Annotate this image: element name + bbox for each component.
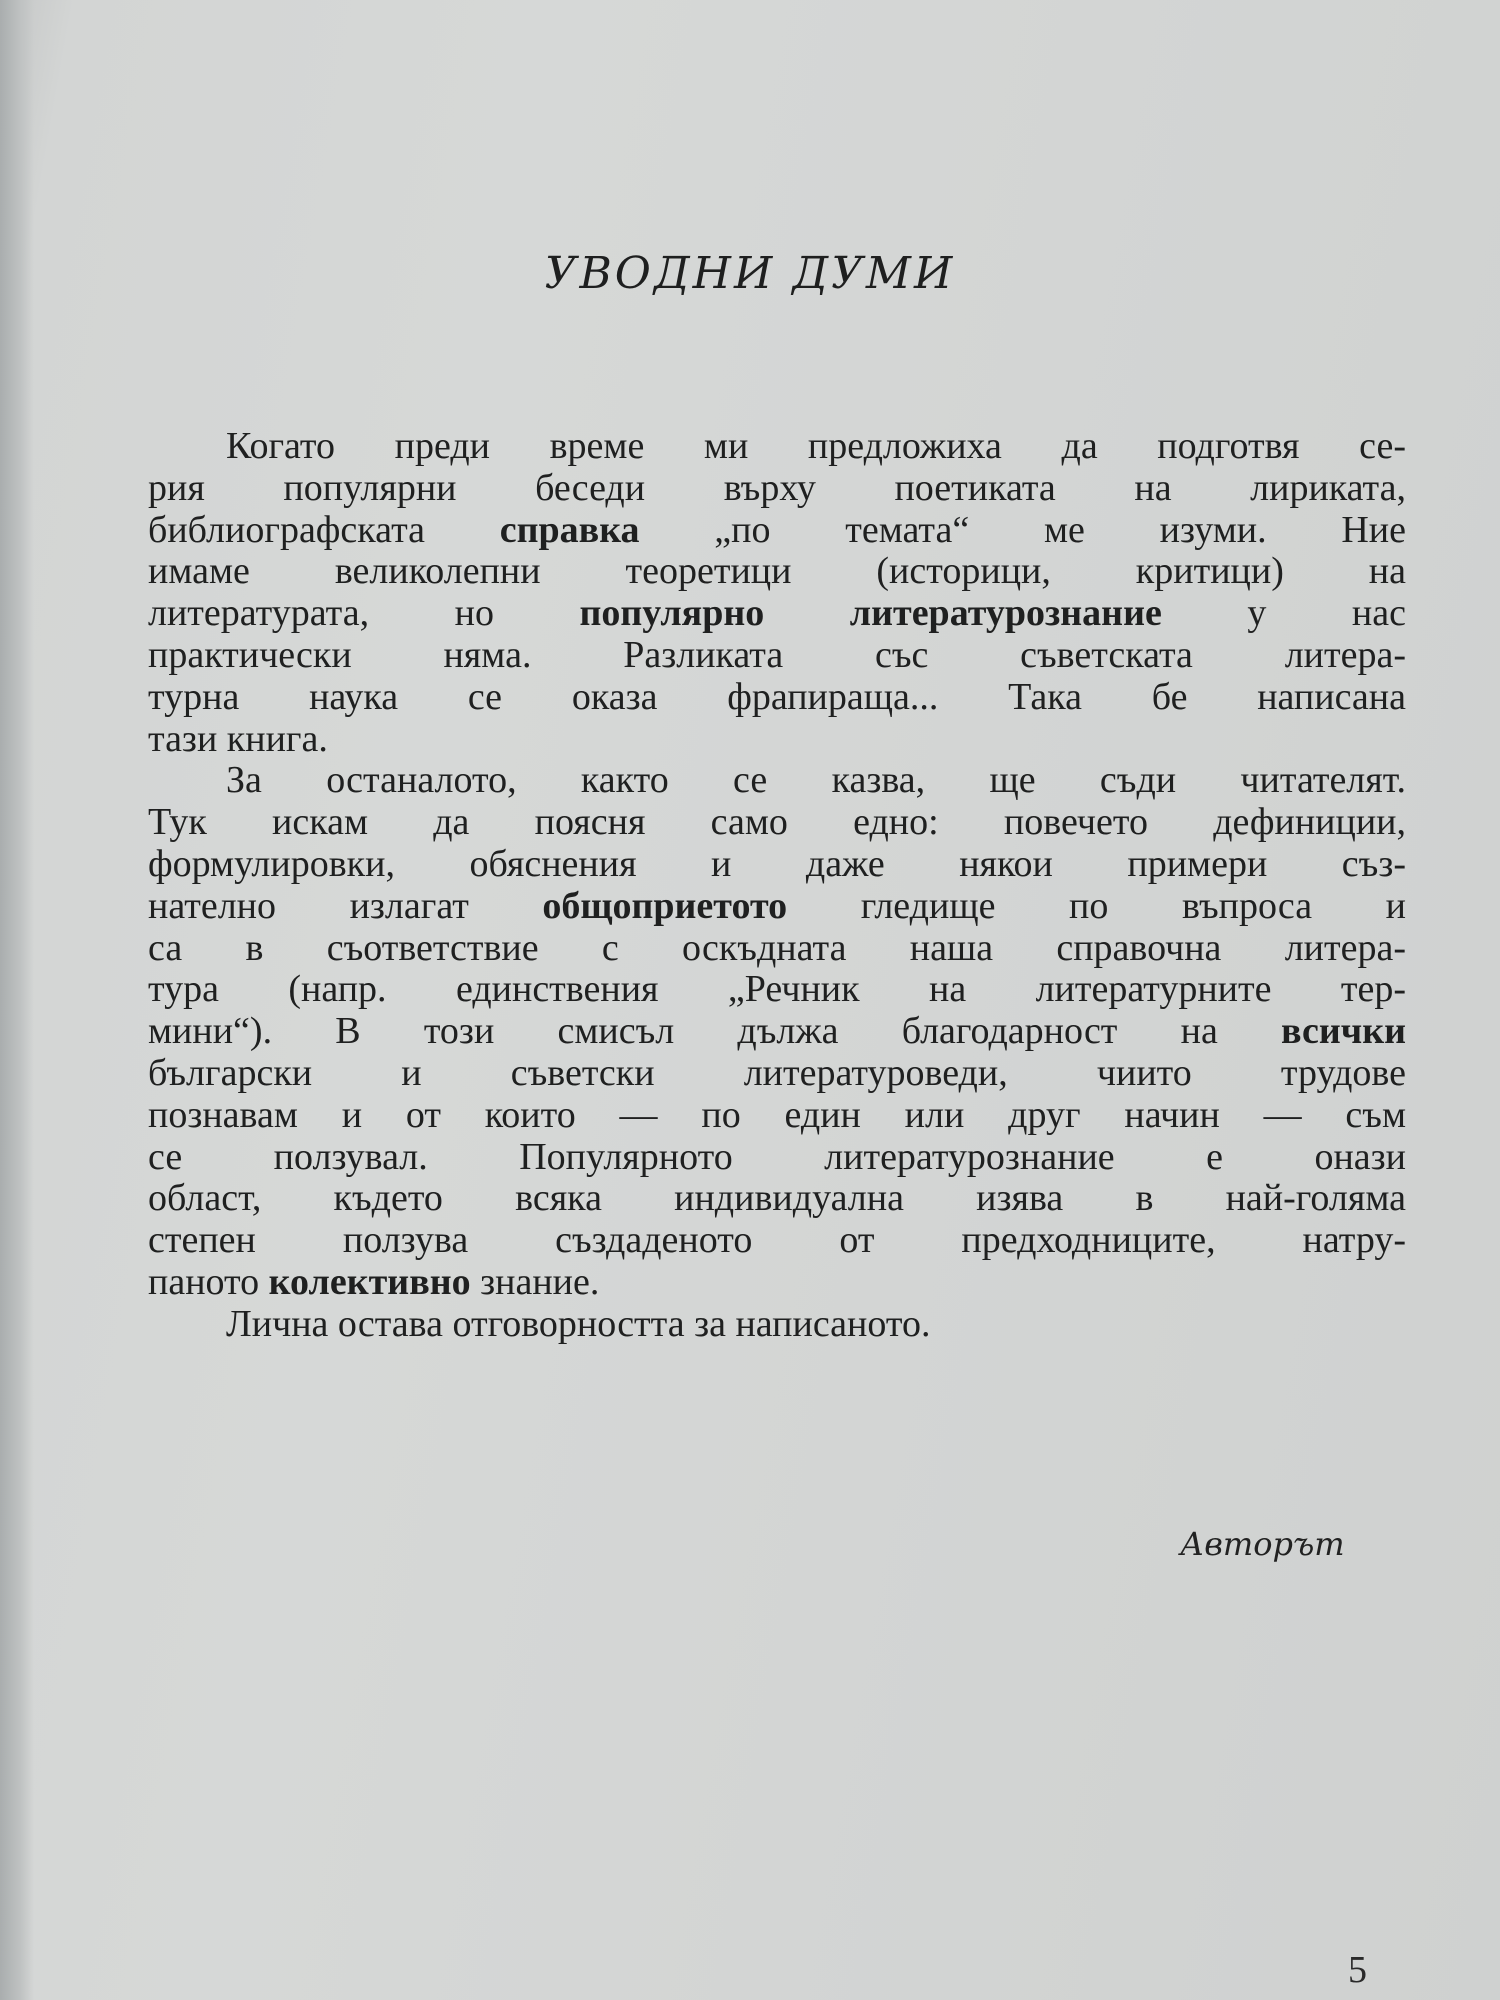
text-line: практически няма. Разликата със съветската литера- (148, 633, 1406, 676)
page-binding-shadow (0, 0, 34, 2000)
text-run: библиографската (148, 508, 500, 551)
text-line (148, 1262, 1406, 1304)
text-run: знание. (470, 1260, 600, 1303)
text-run: нателно излагат (148, 884, 543, 927)
bold-text-run: общоприетото (542, 884, 788, 927)
text-line: рия популярни беседи върху поетиката на лириката, (148, 466, 1406, 509)
text-run: гледище по въпроса и (787, 884, 1406, 927)
text-line: степен ползува създаденото от предходниците, натру- (148, 1219, 1406, 1262)
page-number: 5 (1348, 1949, 1367, 1991)
bold-text-run: справка (499, 508, 640, 551)
paragraph-1 (148, 426, 1406, 760)
text-run: мини“). В този смисъл дължа благодарност на (148, 1010, 1282, 1053)
text-line: За останалото, както се казва, ще съди читателят. (226, 759, 1406, 802)
text-line: имаме великолепни теоретици (историци, критици) на (148, 550, 1406, 593)
text-run: литературата, но (148, 592, 580, 635)
text-line: турна наука се оказа фрапираща... Така бе написана (148, 675, 1406, 718)
text-line: Когато преди време ми предложиха да подготвя се- (226, 425, 1406, 467)
body-text (148, 426, 1406, 1346)
text-run: „по темата“ ме изуми. Ние (639, 508, 1406, 551)
text-run: у нас (1161, 592, 1406, 635)
author-signature: Авторът (1180, 1525, 1345, 1563)
paragraph-2 (148, 760, 1406, 1303)
bold-text-run: всички (1281, 1010, 1406, 1053)
text-line (148, 593, 1406, 635)
text-run: паното (148, 1260, 269, 1303)
text-line: български и съветски литературоведи, чиито трудове (148, 1051, 1406, 1094)
text-line: се ползувал. Популярното литературознание е онази (148, 1135, 1406, 1178)
text-line (148, 1011, 1406, 1053)
text-line: тази книга. (148, 717, 328, 760)
text-line: са в съответствие с оскъдната наша справочна литера- (148, 926, 1406, 969)
bold-text-run: колективно (268, 1260, 471, 1303)
page-title: УВОДНИ ДУМИ (544, 248, 956, 299)
text-line: формулировки, обяснения и даже някои примери съз- (148, 842, 1406, 885)
text-line: познавам и от които — по един или друг начин — съм (148, 1093, 1406, 1136)
text-line (148, 886, 1406, 928)
paragraph-3 (148, 1304, 1406, 1346)
text-line: Тук искам да поясня само едно: повечето дефиниции, (148, 801, 1406, 844)
text-line: тура (напр. единствения „Речник на литературните тер- (148, 968, 1406, 1011)
text-line: област, където всяка индивидуална изява в най-голяма (148, 1177, 1406, 1220)
text-line (148, 510, 1406, 552)
text-line: Лична остава отговорността за написаното. (226, 1302, 931, 1345)
bold-text-run: популярно литературознание (579, 592, 1162, 635)
